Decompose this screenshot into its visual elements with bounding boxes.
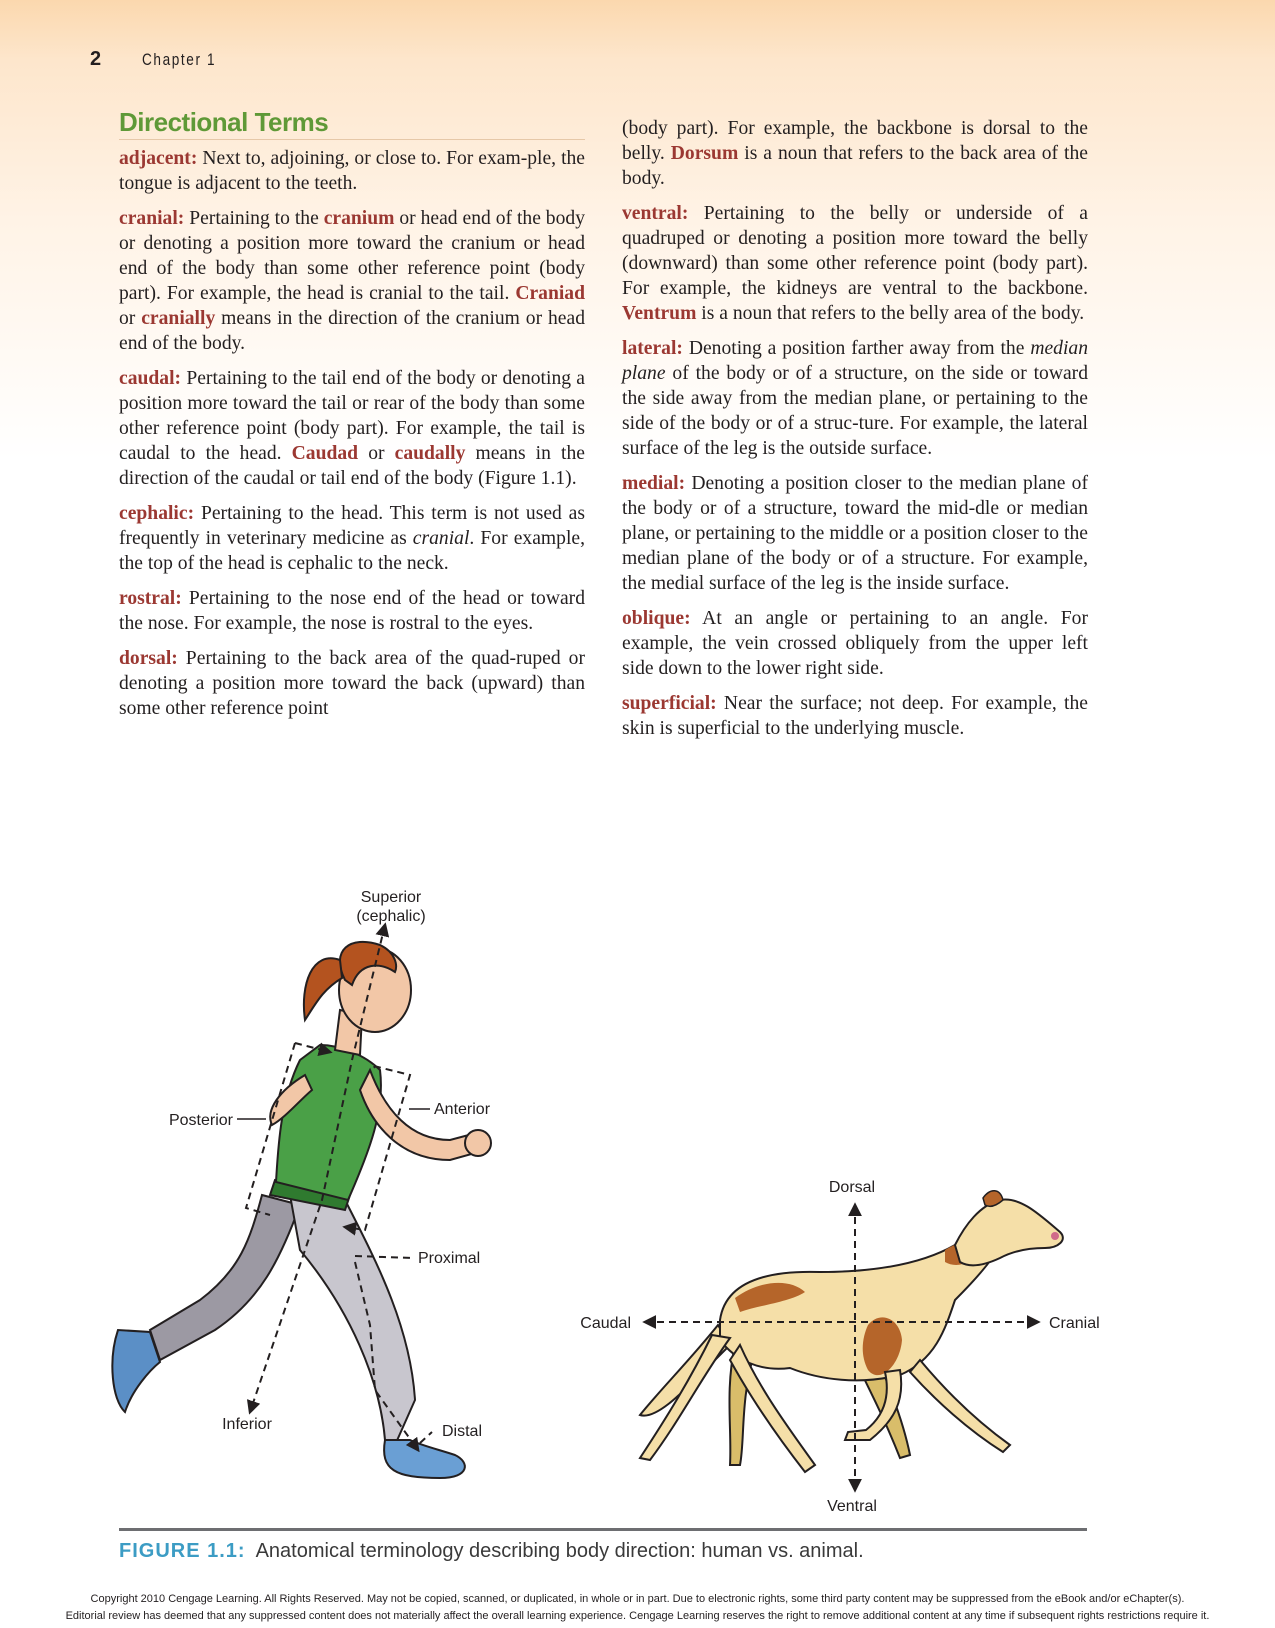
section-title: Directional Terms	[119, 110, 585, 140]
keyword: Ventrum	[622, 303, 697, 324]
right-column	[622, 116, 1088, 751]
label-inferior: Inferior	[222, 1416, 272, 1433]
page-number: 2	[90, 48, 102, 70]
keyword: cranially	[141, 308, 216, 329]
term-rostral: rostral: Pertaining to the nose end of the head or toward the nose. For example, the nose is rostral to the eyes.	[119, 588, 585, 634]
term-dorsal: dorsal: Pertaining to the back area of the quad-ruped or denoting a position more toward the back (upward) than some other reference point	[119, 648, 585, 719]
dog-illustration	[640, 1191, 1063, 1472]
keyword: Craniad	[515, 283, 585, 304]
figure-number: FIGURE 1.1:	[119, 1540, 246, 1562]
figure-caption-text: Anatomical terminology describing body direction: human vs. animal.	[255, 1540, 864, 1562]
copyright-line-2: Editorial review has deemed that any suppressed content does not materially affect the overall learning experience. Cengage Learning reserves the right to remove additional content at any time if subsequent rights restrictions require it.	[65, 1610, 1210, 1622]
italic-term: median plane	[622, 338, 1088, 384]
term-word: cephalic:	[119, 503, 195, 524]
label-proximal: Proximal	[418, 1250, 481, 1267]
label-ventral: Ventral	[827, 1498, 877, 1515]
term-word: superficial:	[622, 693, 717, 714]
italic-term: cranial	[412, 528, 470, 549]
term-word: rostral:	[119, 588, 182, 609]
term-word: oblique:	[622, 608, 691, 629]
copyright-line-1: Copyright 2010 Cengage Learning. All Rights Reserved. May not be copied, scanned, or duplicated, in whole or in part. Due to electronic rights, some third party content may be suppressed from the eBook and/or eChapter(s).	[90, 1593, 1185, 1605]
label-cranial: Cranial	[1049, 1315, 1100, 1332]
label-anterior: Anterior	[434, 1101, 491, 1118]
term-oblique: oblique: At an angle or pertaining to an angle. For example, the vein crossed obliquely from the upper left side down to the lower right side.	[622, 608, 1088, 679]
copyright-footer	[0, 1591, 1275, 1625]
label-dorsal: Dorsal	[828, 1179, 876, 1196]
term-word: dorsal:	[119, 648, 178, 669]
term-lateral: lateral: Denoting a position farther away from the median plane of the body or of a structure, on the side or toward the side away from the median plane, or pertaining to the side of the body or of a struc-ture. For example, the lateral surface of the leg is the outside surface.	[622, 338, 1088, 459]
human-runner-illustration	[112, 942, 491, 1478]
term-word: cranial:	[119, 208, 185, 229]
term-ventral: ventral: Pertaining to the belly or underside of a quadruped or denoting a position more toward the belly (downward) than some other reference point (body part). For example, the kidneys are ventral to the backbone. Ventrum is a noun that refers to the belly area of the body.	[622, 203, 1088, 324]
figure-illustration	[0, 860, 1275, 1520]
term-medial: medial: Denoting a position closer to the median plane of the body or of a structure, toward the mid-dle or median plane, or pertaining to the middle or a position closer to the median plane of the body or of a structure. For example, the medial surface of the leg is the inside surface.	[622, 473, 1088, 594]
label-caudal: Caudal	[580, 1315, 631, 1332]
term-dorsal-continued: (body part). For example, the backbone is dorsal to the belly. Dorsum is a noun that refers to the back area of the body.	[622, 118, 1088, 189]
left-column	[119, 107, 585, 731]
term-word: adjacent:	[119, 148, 198, 169]
label-cephalic: (cephalic)	[356, 908, 426, 925]
chapter-label: Chapter 1	[142, 50, 217, 69]
term-word: ventral:	[622, 203, 689, 224]
page-header	[90, 48, 235, 71]
figure-caption	[119, 1540, 864, 1563]
label-superior: Superior	[360, 889, 422, 906]
keyword: Dorsum	[670, 143, 739, 164]
keyword: caudally	[394, 443, 466, 464]
label-posterior: Posterior	[168, 1112, 233, 1129]
term-adjacent: adjacent: Next to, adjoining, or close to. For exam-ple, the tongue is adjacent to the teeth.	[119, 148, 585, 194]
term-caudal: caudal: Pertaining to the tail end of the body or denoting a position more toward the tail or rear of the body than some other reference point (body part). For example, the tail is caudal to the head. Caudad or caudally means in the direction of the caudal or tail end of the body (Figure 1.1).	[119, 368, 585, 489]
keyword: Caudad	[291, 443, 359, 464]
term-word: caudal:	[119, 368, 182, 389]
term-cephalic: cephalic: Pertaining to the head. This term is not used as frequently in veterinary medicine as cranial. For example, the top of the head is cephalic to the neck.	[119, 503, 585, 574]
term-cranial: cranial: Pertaining to the cranium or head end of the body or denoting a position more toward the cranium or head end of the body than some other reference point (body part). For example, the head is cranial to the tail. Craniad or cranially means in the direction of the cranium or head end of the body.	[119, 208, 585, 354]
term-word: lateral:	[622, 338, 683, 359]
term-word: medial:	[622, 473, 686, 494]
label-distal: Distal	[442, 1423, 483, 1440]
caption-rule	[119, 1528, 1087, 1531]
term-superficial: superficial: Near the surface; not deep. For example, the skin is superficial to the underlying muscle.	[622, 693, 1088, 739]
keyword: cranium	[323, 208, 395, 229]
